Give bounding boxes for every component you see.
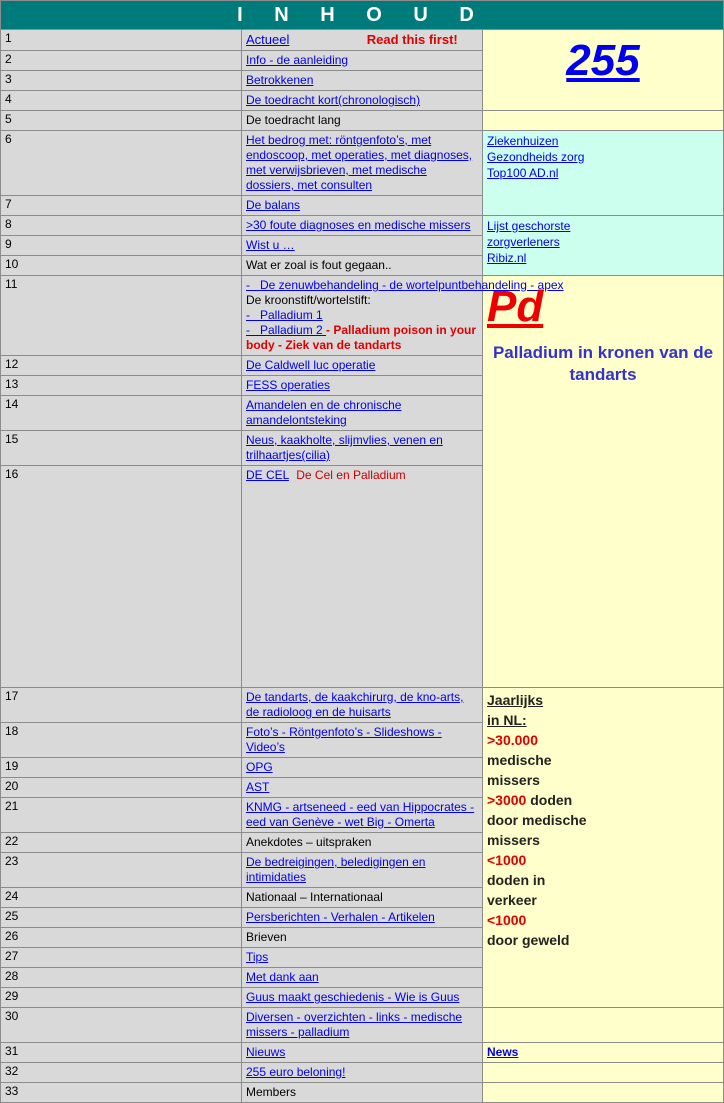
- row-number: 10: [1, 256, 242, 276]
- row-number: 2: [1, 51, 242, 71]
- link-actueel[interactable]: Actueel: [246, 32, 290, 47]
- cel-palladium-note: De Cel en Palladium: [296, 468, 406, 482]
- row-number: 21: [1, 798, 242, 833]
- table-row: [1, 1063, 724, 1083]
- link-amandelen[interactable]: Amandelen en de chronische amandelontsteking: [246, 398, 402, 427]
- row-number: 3: [1, 71, 242, 91]
- row-number: 7: [1, 196, 242, 216]
- row-number: 16: [1, 466, 242, 688]
- link-de-balans[interactable]: De balans: [246, 198, 301, 212]
- link-het-bedrog[interactable]: Het bedrog met: röntgenfoto’s, met endoscoop, met operaties, met diagnoses, met verwijsbrieven, met medische dossiers, met consulten: [246, 133, 473, 192]
- link-tips[interactable]: Tips: [246, 950, 269, 964]
- row-number: 14: [1, 396, 242, 431]
- static-item: Nationaal – Internationaal: [242, 888, 483, 908]
- table-row: [1, 1008, 724, 1043]
- palladium-symbol-link[interactable]: Pd: [487, 282, 544, 331]
- row-number: 6: [1, 131, 242, 196]
- table-row: [1, 30, 724, 51]
- table-row: [1, 1043, 724, 1063]
- static-item: Anekdotes – uitspraken: [242, 833, 483, 853]
- annual-stats: Jaarlijks in NL: >30.000 medische missers >3000 doden door medische missers <1000 doden in verkeer <1000 door geweld: [483, 688, 724, 1008]
- static-item: De toedracht lang: [242, 111, 483, 131]
- link-knmg[interactable]: KNMG - artseneed - eed van Hippocrates - eed van Genève - wet Big - Omerta: [246, 800, 475, 829]
- link-guus[interactable]: Guus maakt geschiedenis - Wie is Guus: [246, 990, 460, 1004]
- table-row: [1, 111, 724, 131]
- link-zorgverleners[interactable]: zorgverleners: [487, 235, 560, 249]
- table-row: [1, 688, 724, 723]
- row-number: 30: [1, 1008, 242, 1043]
- link-foute-diagnoses[interactable]: >30 foute diagnoses en medische missers: [246, 218, 471, 232]
- news-link[interactable]: News: [487, 1045, 519, 1059]
- row-number: 1: [1, 30, 242, 51]
- row-number: 32: [1, 1063, 242, 1083]
- link-diversen[interactable]: Diversen - overzichten - links - medische missers - palladium: [246, 1010, 463, 1039]
- link-lijst-geschorste[interactable]: Lijst geschorste: [487, 219, 571, 233]
- subheading-kroonstift: De kroonstift/wortelstift:: [246, 293, 371, 307]
- row-number: 5: [1, 111, 242, 131]
- static-item: Wat er zoal is fout gegaan..: [242, 256, 483, 276]
- palladium-poison-note: - Palladium poison in your body - Ziek van de tandarts: [246, 323, 477, 352]
- row-number: 18: [1, 723, 242, 758]
- link-ziekenhuizen[interactable]: Ziekenhuizen: [487, 134, 559, 148]
- row-number: 23: [1, 853, 242, 888]
- static-item: Members: [242, 1083, 483, 1103]
- row-number: 29: [1, 988, 242, 1008]
- link-top100[interactable]: Top100 AD.nl: [487, 166, 559, 180]
- row-number: 31: [1, 1043, 242, 1063]
- row-number: 27: [1, 948, 242, 968]
- link-toedracht-kort[interactable]: De toedracht kort(chronologisch): [246, 93, 421, 107]
- row-number: 17: [1, 688, 242, 723]
- table-row: [1, 131, 724, 196]
- read-first-note: Read this first!: [366, 32, 458, 47]
- link-opg[interactable]: OPG: [246, 760, 273, 774]
- table-row: [1, 216, 724, 236]
- static-item: Brieven: [242, 928, 483, 948]
- row-number: 22: [1, 833, 242, 853]
- link-neus[interactable]: Neus, kaakholte, slijmvlies, venen en trilhaartjes(cilia): [246, 433, 443, 462]
- row-number: 12: [1, 356, 242, 376]
- link-met-dank-aan[interactable]: Met dank aan: [246, 970, 319, 984]
- row-number: 24: [1, 888, 242, 908]
- link-info[interactable]: Info - de aanleiding: [246, 53, 349, 67]
- link-betrokkenen[interactable]: Betrokkenen: [246, 73, 314, 87]
- link-fess[interactable]: FESS operaties: [246, 378, 331, 392]
- link-fotos[interactable]: Foto’s - Röntgenfoto’s - Slideshows - Video’s: [246, 725, 442, 754]
- row-number: 33: [1, 1083, 242, 1103]
- row-number: 25: [1, 908, 242, 928]
- link-beloning[interactable]: 255 euro beloning!: [246, 1065, 346, 1079]
- row-number: 13: [1, 376, 242, 396]
- link-nieuws[interactable]: Nieuws: [246, 1045, 286, 1059]
- row-number: 19: [1, 758, 242, 778]
- row-number: 20: [1, 778, 242, 798]
- row-number: 9: [1, 236, 242, 256]
- link-ast[interactable]: AST: [246, 780, 270, 794]
- reward-255-link[interactable]: 255: [566, 36, 640, 85]
- link-palladium-2[interactable]: - Palladium 2: [246, 323, 327, 337]
- link-bedreigingen[interactable]: De bedreigingen, beledigingen en intimidaties: [246, 855, 426, 884]
- row-number: 4: [1, 91, 242, 111]
- table-row: [1, 276, 724, 356]
- link-wist-u[interactable]: Wist u …: [246, 238, 295, 252]
- row-number: 15: [1, 431, 242, 466]
- link-de-cel[interactable]: DE CEL: [246, 468, 289, 482]
- row-number: 11: [1, 276, 242, 356]
- row-number: 8: [1, 216, 242, 236]
- link-palladium-1[interactable]: - Palladium 1: [246, 308, 323, 322]
- palladium-caption: Palladium in kronen van de tandarts: [492, 343, 714, 384]
- table-row: [1, 1083, 724, 1103]
- link-persberichten[interactable]: Persberichten - Verhalen - Artikelen: [246, 910, 435, 924]
- link-caldwell[interactable]: De Caldwell luc operatie: [246, 358, 376, 372]
- row-number: 26: [1, 928, 242, 948]
- link-ribiz[interactable]: Ribiz.nl: [487, 251, 527, 265]
- link-zenuwbehandeling[interactable]: - De zenuwbehandeling - de wortelpuntbehandeling - apex: [246, 278, 564, 292]
- page-title: I N H O U D: [1, 1, 724, 30]
- link-de-tandarts[interactable]: De tandarts, de kaakchirurg, de kno-arts, de radioloog en de huisarts: [246, 690, 464, 719]
- link-gezondheidszorg[interactable]: Gezondheids zorg: [487, 150, 585, 164]
- row-number: 28: [1, 968, 242, 988]
